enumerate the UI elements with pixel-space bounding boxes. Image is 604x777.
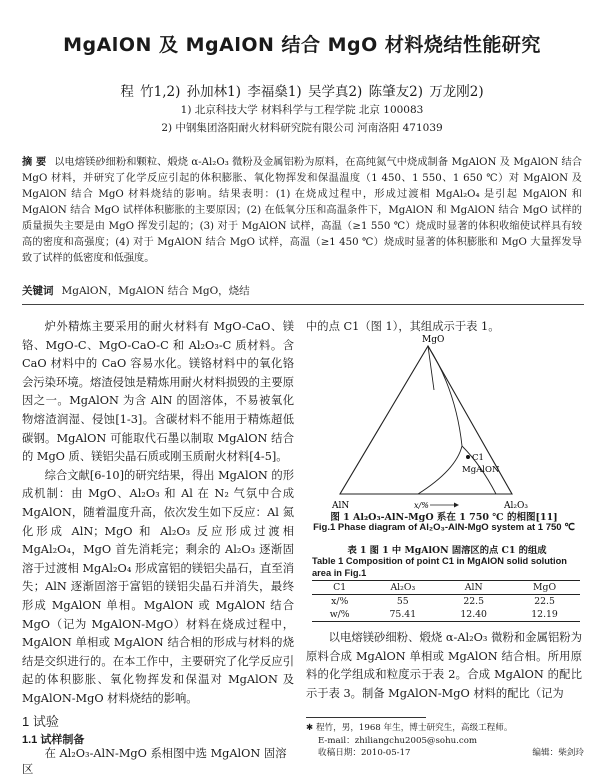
abstract — [22, 155, 582, 267]
figure-caption-cn: 图 1 Al₂O₃-AlN-MgO 系在 1 750 ℃ 的相图[11] — [330, 512, 558, 523]
vertex-label-al2o3: Al₂O₃ — [504, 501, 528, 511]
table-cell: 12.19 — [509, 608, 580, 622]
phase-diagram — [306, 330, 582, 520]
subsection-heading: 1.1 试样制备 — [22, 734, 85, 746]
abstract-label: 摘 要 — [22, 157, 47, 168]
axis-label: x/% — [414, 501, 429, 510]
table-header-cell: C1 — [312, 581, 367, 595]
footnote-author: ✱ 程竹，男，1968 年生，博士研究生，高级工程师。 — [306, 723, 513, 733]
boundary-curve — [418, 446, 462, 494]
footnote-email: E-mail：zhiliangchu2005@sohu.com — [318, 735, 478, 746]
paragraph: 综合文献[6-10]的研究结果，得出 MgAlON 的形成机制：由 MgO、Al₂O₃ 和 Al 在 N₂ 气氛中合成 MgAlON，随着温度升高，依次发生如下反应：Al 氮化形成 AlN；MgO 和 Al₂O₃ 反应形成过渡相 MgAl₂O₄，MgO 首先消耗完；剩余的 Al₂O₃ 逐渐固溶于过渡相 MgAl₂O₄ 形成富铝的镁铝尖晶石，直至消失；AlN 逐渐固溶于富铝的镁铝尖晶石并消失，最终形成 MgAlON 单相。MgAlON 或 MgAlON 结合 MgO（记为 MgAlON-MgO）材料在烧成过程中，MgAlON 单相或 MgAlON 结合相的形成与材料的烧结是交织进行的。在本工作中，主要研究了化学反应引起的体积膨胀、氧化物挥发和保温对 MgAlON 及 MgAlON-MgO 材料烧结的影响。 — [22, 468, 294, 705]
footnote-divider — [306, 717, 426, 718]
table-cell: 55 — [396, 596, 409, 607]
axis-arrowhead — [454, 503, 459, 508]
boundary-line — [428, 346, 434, 390]
paragraph: 炉外精炼主要采用的耐火材料有 MgO-CaO、镁铬、MgO-C、MgO-CaO-C 和 Al₂O₃-C 质材料。含 CaO 材料中的 CaO 容易水化。镁铬材料中的氧化铬会污染环境。熔渣侵蚀是精炼用耐火材料损毁的主要原因之一。MgAlON 为含 AlN 的固溶体，不易被氧化物熔渣润湿、侵蚀[1-3]。含碳材料不能用于精炼超低碳钢。MgAlON 可能取代石墨以制取 MgAlON 结合的 MgO 质、镁铝尖晶石质或刚玉质耐火材料[4-5]。 — [22, 320, 294, 464]
composition-table — [312, 580, 580, 622]
table-header-cell: Al₂O₃ — [367, 581, 438, 595]
right-column-intro: 中的点 C1（图 1），其组成示于表 1。 — [306, 320, 500, 333]
table-header-row — [312, 581, 580, 595]
table-caption-en: Table 1 Composition of point C1 in MgAlON solid solution area in Fig.1 — [312, 556, 567, 578]
left-column — [22, 318, 294, 708]
section-heading: 1 试验 — [22, 714, 59, 729]
table-cell: x/% — [331, 596, 349, 607]
right-column-body — [306, 629, 582, 703]
table-cell: 22.5 — [463, 596, 485, 607]
affiliation-1: 1) 北京科技大学 材料科学与工程学院 北京 100083 — [180, 104, 424, 116]
received-date: 收稿日期：2010-05-17 — [318, 748, 411, 758]
header-divider — [22, 304, 584, 305]
table-row — [312, 608, 580, 622]
table-header-cell: AlN — [438, 581, 509, 595]
footnote-author-text: 程竹，男，1968 年生，博士研究生，高级工程师。 — [315, 723, 513, 733]
point-c1-label: C1 — [472, 453, 484, 463]
vertex-label-mgo: MgO — [422, 335, 445, 345]
paragraph: 以电熔镁砂细粉、煅烧 α-Al₂O₃ 微粉和金属铝粉为原料合成 MgAlON 单相或 MgAlON 结合相。所用原料的化学组成和粒度示于表 2。合成 MgAlON 的配比示于表 3。制备 MgAlON-MgO 材料的配比（记为 — [306, 631, 582, 700]
table-row — [312, 595, 580, 609]
affiliation-2: 2) 中钢集团洛阳耐火材料研究院有限公司 河南洛阳 471039 — [161, 122, 443, 134]
paragraph: 在 Al₂O₃-AlN-MgO 系相图中选 MgAlON 固溶区 — [22, 747, 287, 776]
point-c1-marker — [466, 455, 470, 459]
paper-title: MgAlON 及 MgAlON 结合 MgO 材料烧结性能研究 — [63, 34, 541, 56]
table-header-cell: MgO — [509, 581, 580, 595]
abstract-text: 以电熔镁砂细粉和颗粒、煅烧 α-Al₂O₃ 微粉及金属铝粉为原料，在高纯氮气中烧成制备 MgAlON 及 MgAlON 结合 MgO 材料，并研究了化学反应引起的体积膨胀、氧化物挥发和保温温度（1 450、1 550、1 650 ℃）对 MgAlON 及 MgAlON 结合 MgO 材料烧结的影响。结果表明：(1) 在烧成过程中，形成过渡相 MgAl₂O₄ 是引起 MgAlON 和 MgAlON 结合 MgO 试样体积膨胀的主要原因；(2) 在低氧分压和高温条件下，MgAlON 和 MgAlON 结合 MgO 试样的质量损失主要是由 MgO 挥发引起的；(3) 对于 MgAlON 试样，高温（≥1 550 ℃）烧成时显著的体积收缩使试样具有较高的密度和高强度；(4) 对于 MgAlON 结合 MgO 试样，高温（≥1 450 ℃）烧成时显著的体积膨胀和 MgO 大量挥发导致了试样的低密度和低强度。 — [22, 157, 582, 264]
figure-caption-en: Fig.1 Phase diagram of Al₂O₃-AlN-MgO system at 1 750 ℃ — [313, 522, 575, 533]
table-cell: 22.5 — [534, 596, 555, 607]
footnote — [306, 722, 584, 760]
keywords — [22, 283, 582, 298]
footnote-meta — [306, 747, 584, 760]
table-caption-cn: 表 1 图 1 中 MgAlON 固溶区的点 C1 的组成 — [347, 545, 547, 556]
table-cell: 12.40 — [438, 608, 509, 622]
keywords-label: 关键词 — [22, 285, 54, 297]
keywords-text: MgAlON，MgAlON 结合 MgO，烧结 — [61, 285, 250, 297]
region-label: MgAlON — [462, 465, 500, 475]
table-cell: w/% — [312, 608, 367, 622]
editor-name: 编辑：柴剑玲 — [532, 748, 584, 758]
table-cell: 75.41 — [367, 608, 438, 622]
vertex-label-aln: AlN — [332, 501, 350, 511]
author-list: 程 竹1,2) 孙加林1) 李福燊1) 吴学真2) 陈肇友2) 万龙刚2) — [120, 84, 484, 100]
